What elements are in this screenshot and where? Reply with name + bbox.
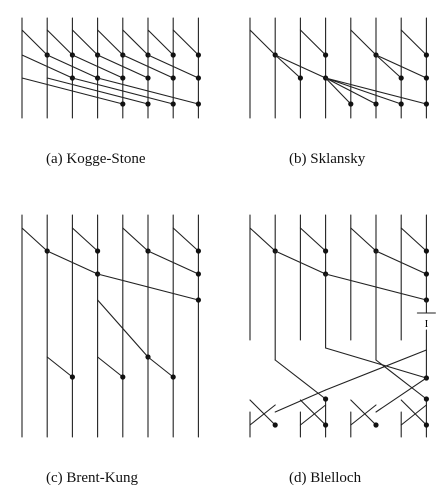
- panel-brent-kung: [22, 215, 201, 437]
- operator-line: [22, 228, 47, 251]
- operator-line: [300, 30, 325, 55]
- downsweep-dot: [424, 422, 429, 427]
- operator-line: [72, 228, 97, 251]
- operator-dot: [196, 75, 201, 80]
- operator-dot: [298, 75, 303, 80]
- upsweep-line: [401, 228, 426, 251]
- swap-line: [275, 390, 325, 412]
- identity-label: I: [424, 318, 429, 330]
- operator-line: [123, 228, 148, 251]
- upsweep-line: [300, 228, 325, 251]
- operator-line: [173, 30, 198, 55]
- operator-line: [351, 30, 376, 55]
- downsweep-dot: [373, 422, 378, 427]
- downsweep-dot: [424, 396, 429, 401]
- downsweep-dot: [323, 422, 328, 427]
- swap-line: [401, 400, 426, 425]
- operator-dot: [424, 52, 429, 57]
- operator-dot: [120, 374, 125, 379]
- swap-line: [376, 360, 426, 399]
- operator-line: [47, 30, 72, 55]
- operator-dot: [70, 374, 75, 379]
- operator-line: [250, 30, 275, 55]
- upsweep-line: [351, 228, 376, 251]
- operator-line: [22, 30, 47, 55]
- upsweep-dot: [424, 271, 429, 276]
- operator-dot: [196, 52, 201, 57]
- operator-dot: [171, 52, 176, 57]
- operator-line: [275, 55, 300, 78]
- swap-line: [376, 378, 426, 412]
- operator-dot: [323, 52, 328, 57]
- operator-dot: [424, 75, 429, 80]
- operator-line: [47, 357, 72, 377]
- swap-line: [351, 400, 376, 425]
- operator-dot: [120, 101, 125, 106]
- caption-kogge-stone: (a) Kogge-Stone: [46, 151, 146, 167]
- operator-dot: [120, 75, 125, 80]
- operator-dot: [196, 271, 201, 276]
- operator-dot: [424, 101, 429, 106]
- operator-dot: [399, 101, 404, 106]
- upsweep-dot: [424, 248, 429, 253]
- operator-dot: [196, 101, 201, 106]
- operator-line: [376, 55, 401, 78]
- panel-sklansky: [250, 18, 429, 118]
- operator-line: [72, 30, 97, 55]
- swap-line: [300, 400, 325, 425]
- downsweep-dot: [273, 422, 278, 427]
- downsweep-dot: [323, 396, 328, 401]
- operator-line: [98, 357, 123, 377]
- operator-dot: [196, 297, 201, 302]
- operator-dot: [145, 75, 150, 80]
- operator-dot: [95, 248, 100, 253]
- panel-blelloch: [250, 215, 435, 437]
- operator-line: [148, 30, 173, 55]
- upsweep-dot: [323, 248, 328, 253]
- panel-kogge-stone: [22, 18, 201, 118]
- operator-dot: [348, 101, 353, 106]
- operator-dot: [399, 75, 404, 80]
- operator-line: [123, 30, 148, 55]
- caption-blelloch: (d) Blelloch: [289, 470, 362, 486]
- operator-line: [401, 30, 426, 55]
- operator-dot: [145, 101, 150, 106]
- operator-line: [173, 228, 198, 251]
- operator-dot: [373, 101, 378, 106]
- operator-dot: [171, 101, 176, 106]
- caption-sklansky: (b) Sklansky: [289, 151, 366, 167]
- operator-line: [326, 78, 402, 104]
- operator-dot: [196, 248, 201, 253]
- operator-dot: [171, 75, 176, 80]
- operator-dot: [171, 374, 176, 379]
- upsweep-line: [250, 228, 275, 251]
- swap-line: [250, 400, 275, 425]
- caption-brent-kung: (c) Brent-Kung: [46, 470, 139, 486]
- operator-line: [98, 30, 123, 55]
- operator-line: [148, 357, 173, 377]
